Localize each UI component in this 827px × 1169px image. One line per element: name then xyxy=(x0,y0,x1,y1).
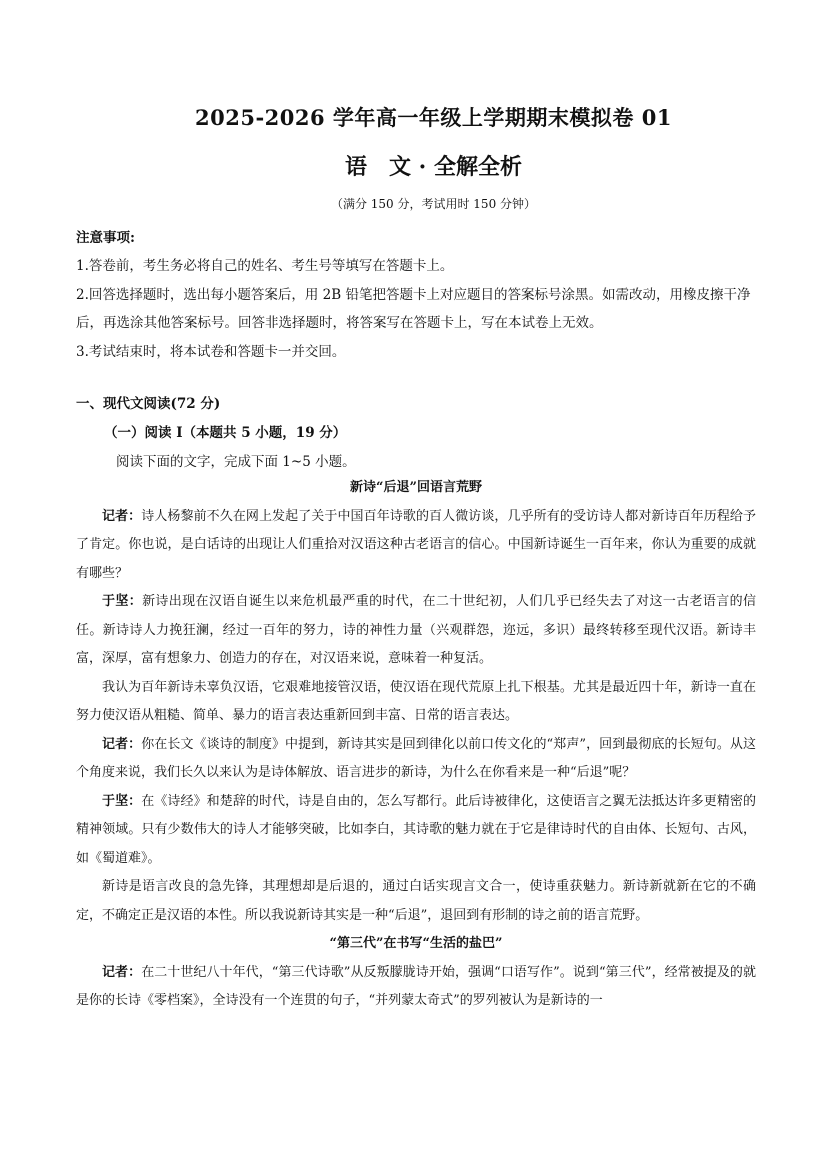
paragraph-text: 你在长文《谈诗的制度》中提到，新诗其实是回到律化以前口传文化的“郑声”，回到最彻底的长短句。从这个角度来说，我们长久以来认为是诗体解放、语言进步的新诗，为什么在你看来是一种“后退”呢？ xyxy=(76,736,756,780)
paragraph: 新诗是语言改良的急先锋，其理想却是后退的，通过白话实现言文合一，使诗重获魅力。新诗新就新在它的不确定，不确定正是汉语的本性。所以我说新诗其实是一种“后退”，退回到有形制的诗之前的语言荒野。 xyxy=(76,879,756,923)
article-subtitle: “第三代”在书写“生活的盐巴” xyxy=(329,936,503,951)
reading-instruction: 阅读下面的文字，完成下面 1~5 小题。 xyxy=(116,454,356,470)
notice-item: 2.回答选择题时，选出每小题答案后，用 2B 铅笔把答题卡上对应题目的答案标号涂黑。如需改动，用橡皮擦干净后，再选涂其他答案标号。回答非选择题时，将答案写在答题卡上，写在本试卷上无效。 xyxy=(76,286,751,331)
paragraph-text: 在《诗经》和楚辞的时代，诗是自由的，怎么写都行。此后诗被律化，这使语言之翼无法抵达许多更精密的精神领域。只有少数伟大的诗人才能够突破，比如李白，其诗歌的魅力就在于它是律诗时代的自由体、长短句、古风，如《蜀道难》。 xyxy=(76,793,756,866)
paragraph xyxy=(76,959,756,1016)
paragraph-text: 新诗出现在汉语自诞生以来危机最严重的时代，在二十世纪初，人们几乎已经失去了对这一古老语言的信任。新诗诗人力挽狂澜，经过一百年的努力，诗的神性力量（兴观群怨，迩远，多识）最终转移至现代汉语。新诗丰富，深厚，富有想象力、创造力的存在，对汉语来说，意味着一种复活。 xyxy=(76,594,756,666)
paragraph-text: 在二十世纪八十年代，“第三代诗歌”从反叛朦胧诗开始，强调“口语写作”。说到“第三代”，经常被提及的就是你的长诗《零档案》，全诗没有一个连贯的句子，“并列蒙太奇式”的罗列被认为是新诗的一 xyxy=(76,964,756,1008)
speaker-label: 于坚： xyxy=(102,594,143,609)
speaker-label: 于坚： xyxy=(102,793,142,809)
section-heading: 一、现代文阅读(72 分) xyxy=(76,396,221,412)
notice-item: 1.答卷前，考生务必将自己的姓名、考生号等填写在答题卡上。 xyxy=(76,258,454,274)
exam-note: （满分 150 分，考试用时 150 分钟） xyxy=(330,197,537,211)
exam-subject: 语 文 · 全解全析 xyxy=(345,154,522,180)
paragraph: 我认为百年新诗未辜负汉语，它艰难地接管汉语，使汉语在现代荒原上扎下根基。尤其是最近四十年，新诗一直在努力使汉语从粗糙、简单、暴力的语言表达重新回到丰富、日常的语言表达。 xyxy=(76,679,756,723)
notice-heading: 注意事项: xyxy=(76,230,135,246)
speaker-label: 记者： xyxy=(102,508,142,524)
reading-article xyxy=(76,474,756,1016)
speaker-label: 记者： xyxy=(102,736,142,752)
paragraph xyxy=(76,788,756,874)
article-title: 新诗“后退”回语言荒野 xyxy=(350,480,482,495)
speaker-label: 记者： xyxy=(102,964,142,980)
subsection-heading: （一）阅读 I（本题共 5 小题，19 分） xyxy=(104,425,347,441)
notice-item: 3.考试结束时，将本试卷和答题卡一并交回。 xyxy=(76,343,346,360)
paragraph xyxy=(76,731,756,788)
notice-list xyxy=(76,252,756,366)
paragraph xyxy=(76,503,756,589)
paragraph-text: 诗人杨黎前不久在网上发起了关于中国百年诗歌的百人微访谈，几乎所有的受访诗人都对新诗百年历程给予了肯定。你也说，是白话诗的出现让人们重拾对汉语这种古老语言的信心。中国新诗诞生一百年来，你认为重要的成就有哪些？ xyxy=(76,508,756,581)
paragraph xyxy=(76,588,756,674)
exam-title: 2025-2026 学年高一年级上学期期末模拟卷 01 xyxy=(195,105,672,130)
